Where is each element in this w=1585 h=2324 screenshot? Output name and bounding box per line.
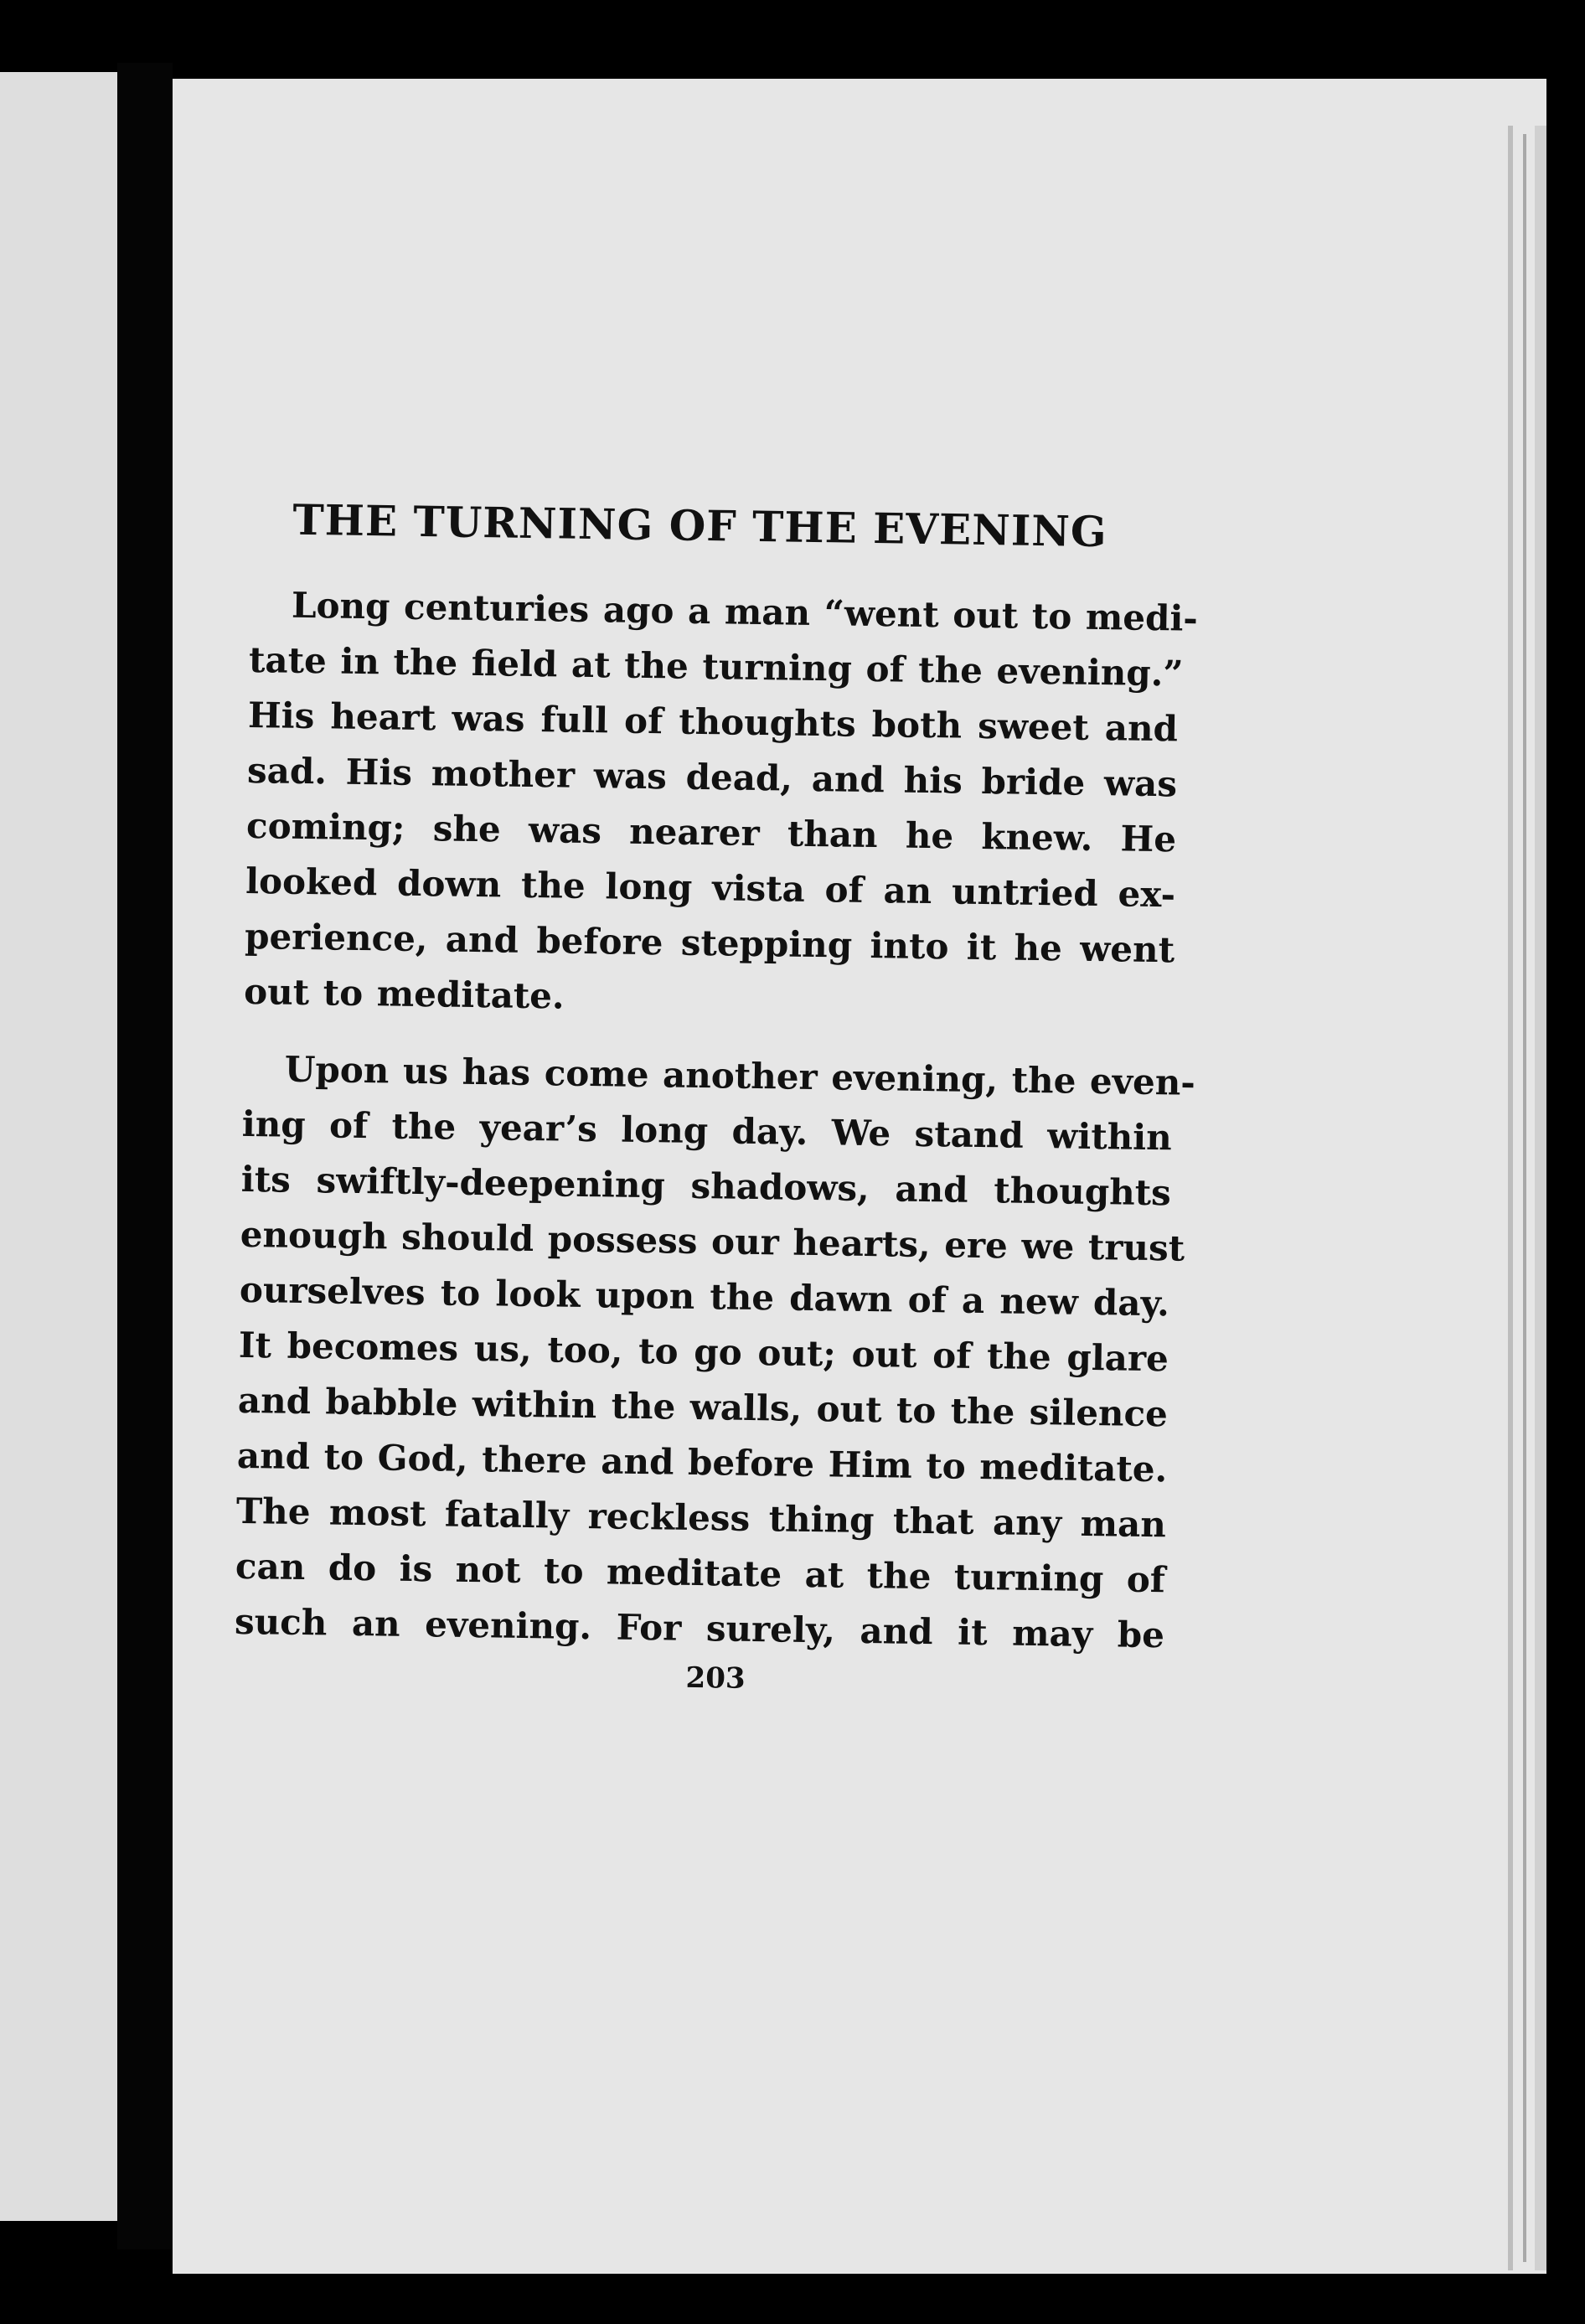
text-line: ing of the year’s long day. We stand within [241, 1103, 1173, 1159]
text-line: coming; she was nearer than he knew. He [245, 804, 1177, 860]
left-facing-page-edge [0, 72, 117, 2221]
text-line: such an evening. For surely, and it may be [234, 1600, 1165, 1656]
page-number: 203 [685, 1660, 746, 1696]
book-gutter [117, 63, 173, 2249]
page-edge-line [1523, 134, 1526, 2262]
text-line: The most fatally reckless thing that any man [235, 1490, 1167, 1546]
text-line: its swiftly-deepening shadows, and thoughts [240, 1158, 1172, 1214]
text-line: sad. His mother was dead, and his bride was [246, 749, 1178, 805]
text-line: can do is not to meditate at the turning of [235, 1545, 1166, 1601]
chapter-title: THE TURNING OF THE EVENING [292, 494, 1108, 557]
page-content [234, 494, 1199, 1702]
page-edge-strip [1535, 126, 1546, 2270]
text-line: and to God, there and before Him to meditate. [236, 1434, 1168, 1490]
page-edge-line [1508, 126, 1513, 2270]
text-line: and babble within the walls, out to the silence [237, 1379, 1169, 1435]
text-line: perience, and before stepping into it he went [244, 915, 1175, 971]
text-line: His heart was full of thoughts both sweet and [247, 694, 1179, 750]
text-line: It becomes us, too, to go out; out of the glare [238, 1324, 1169, 1380]
text-line: enough should possess our hearts, ere we trust [240, 1213, 1185, 1269]
text-line: tate in the field at the turning of the evening.” [248, 638, 1184, 695]
paragraph-1 [243, 577, 1199, 1033]
text-line: Long centuries ago a man “went out to medi- [291, 584, 1199, 639]
text-line: Upon us has come another evening, the even- [284, 1048, 1196, 1103]
text-line: out to meditate. [243, 970, 565, 1017]
paragraph-2 [234, 1041, 1196, 1663]
text-line: ourselves to look upon the dawn of a new day. [239, 1268, 1170, 1325]
text-line: looked down the long vista of an untried ex- [245, 860, 1176, 916]
